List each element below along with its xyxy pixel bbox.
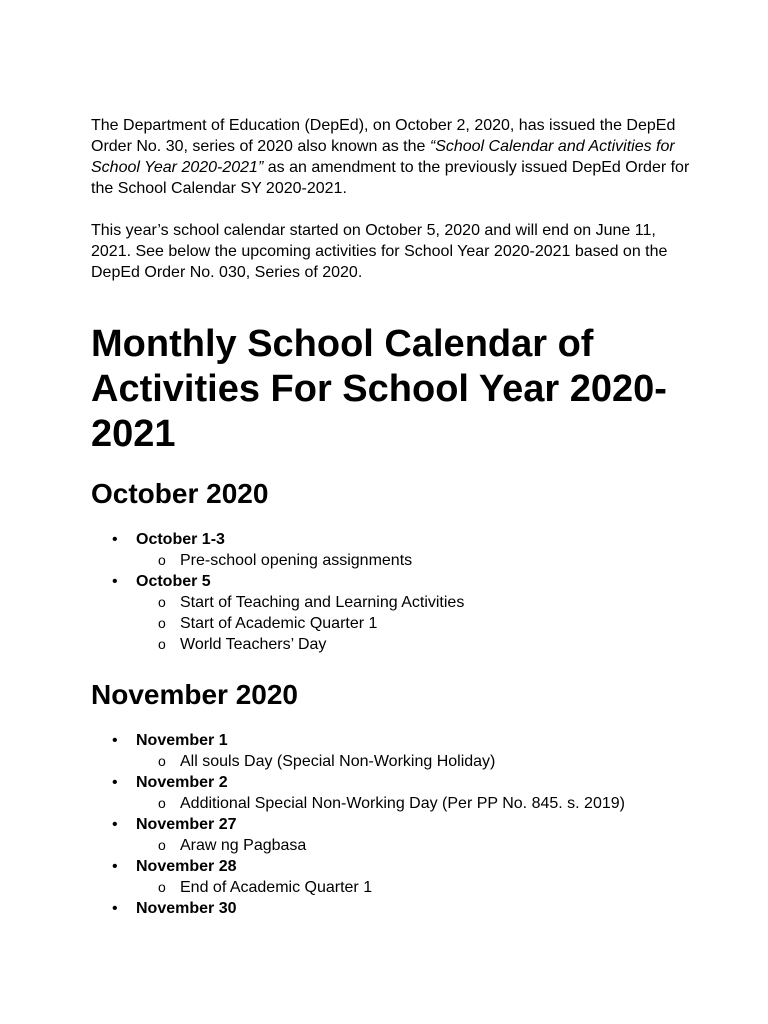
october-activity-list <box>91 529 691 655</box>
activity-date: October 1-3 <box>136 531 225 548</box>
activity-text: Pre-school opening assignments <box>180 552 413 569</box>
month-heading-november: November 2020 <box>91 679 299 710</box>
list-item <box>91 730 691 751</box>
sub-bullet-icon: o <box>158 879 166 895</box>
activity-text: Araw ng Pagbasa <box>180 837 307 854</box>
list-subitem <box>91 877 691 898</box>
bullet-icon: • <box>112 900 118 917</box>
bullet-icon: • <box>112 732 118 749</box>
list-subitem <box>91 592 691 613</box>
intro-p1-after: as an amendment to the previously issued DepEd Order for the School Calendar SY 2020-2021. <box>91 159 690 197</box>
list-subitem <box>91 634 691 655</box>
list-item <box>91 856 691 877</box>
bullet-icon: • <box>112 816 118 833</box>
bullet-icon: • <box>112 858 118 875</box>
sub-bullet-icon: o <box>158 837 166 853</box>
list-subitem <box>91 613 691 634</box>
sub-bullet-icon: o <box>158 615 166 631</box>
list-subitem <box>91 751 691 772</box>
page-title: Monthly School Calendar of Activities For School Year 2020-2021 <box>91 323 667 455</box>
activity-date: November 27 <box>136 816 237 833</box>
bullet-icon: • <box>112 531 118 548</box>
activity-text: World Teachers’ Day <box>180 636 327 653</box>
activity-text: End of Academic Quarter 1 <box>180 879 373 896</box>
activity-date: November 30 <box>136 900 237 917</box>
intro-p1-before: The Department of Education (DepEd), on October 2, 2020, has issued the DepEd Order No. 30, series of 2020 also known as the <box>91 117 676 155</box>
november-activity-list <box>91 730 691 919</box>
sub-bullet-icon: o <box>158 795 166 811</box>
list-item <box>91 571 691 592</box>
list-item <box>91 814 691 835</box>
list-subitem <box>91 550 691 571</box>
activity-text: Additional Special Non-Working Day (Per PP No. 845. s. 2019) <box>180 795 625 812</box>
activity-date: November 28 <box>136 858 237 875</box>
sub-bullet-icon: o <box>158 552 166 568</box>
activity-date: November 1 <box>136 732 228 749</box>
list-subitem <box>91 793 691 814</box>
activity-text: Start of Academic Quarter 1 <box>180 615 378 632</box>
bullet-icon: • <box>112 573 118 590</box>
order-title-italic: “School Calendar and Activities for School Year 2020-2021” <box>91 138 675 176</box>
list-item <box>91 529 691 550</box>
list-item <box>91 898 691 919</box>
bullet-icon: • <box>112 774 118 791</box>
activity-date: October 5 <box>136 573 211 590</box>
sub-bullet-icon: o <box>158 753 166 769</box>
list-item <box>91 772 691 793</box>
activity-date: November 2 <box>136 774 228 791</box>
intro-paragraph-1 <box>91 115 691 199</box>
activity-text: All souls Day (Special Non-Working Holiday) <box>180 753 496 770</box>
month-heading-october: October 2020 <box>91 478 269 509</box>
list-subitem <box>91 835 691 856</box>
intro-paragraph-2: This year’s school calendar started on October 5, 2020 and will end on June 11, 2021. See below the upcoming activities for School Year 2020-2021 based on the DepEd Order No. 030, Series of 2020. <box>91 222 668 281</box>
sub-bullet-icon: o <box>158 636 166 652</box>
sub-bullet-icon: o <box>158 594 166 610</box>
activity-text: Start of Teaching and Learning Activities <box>180 594 465 611</box>
